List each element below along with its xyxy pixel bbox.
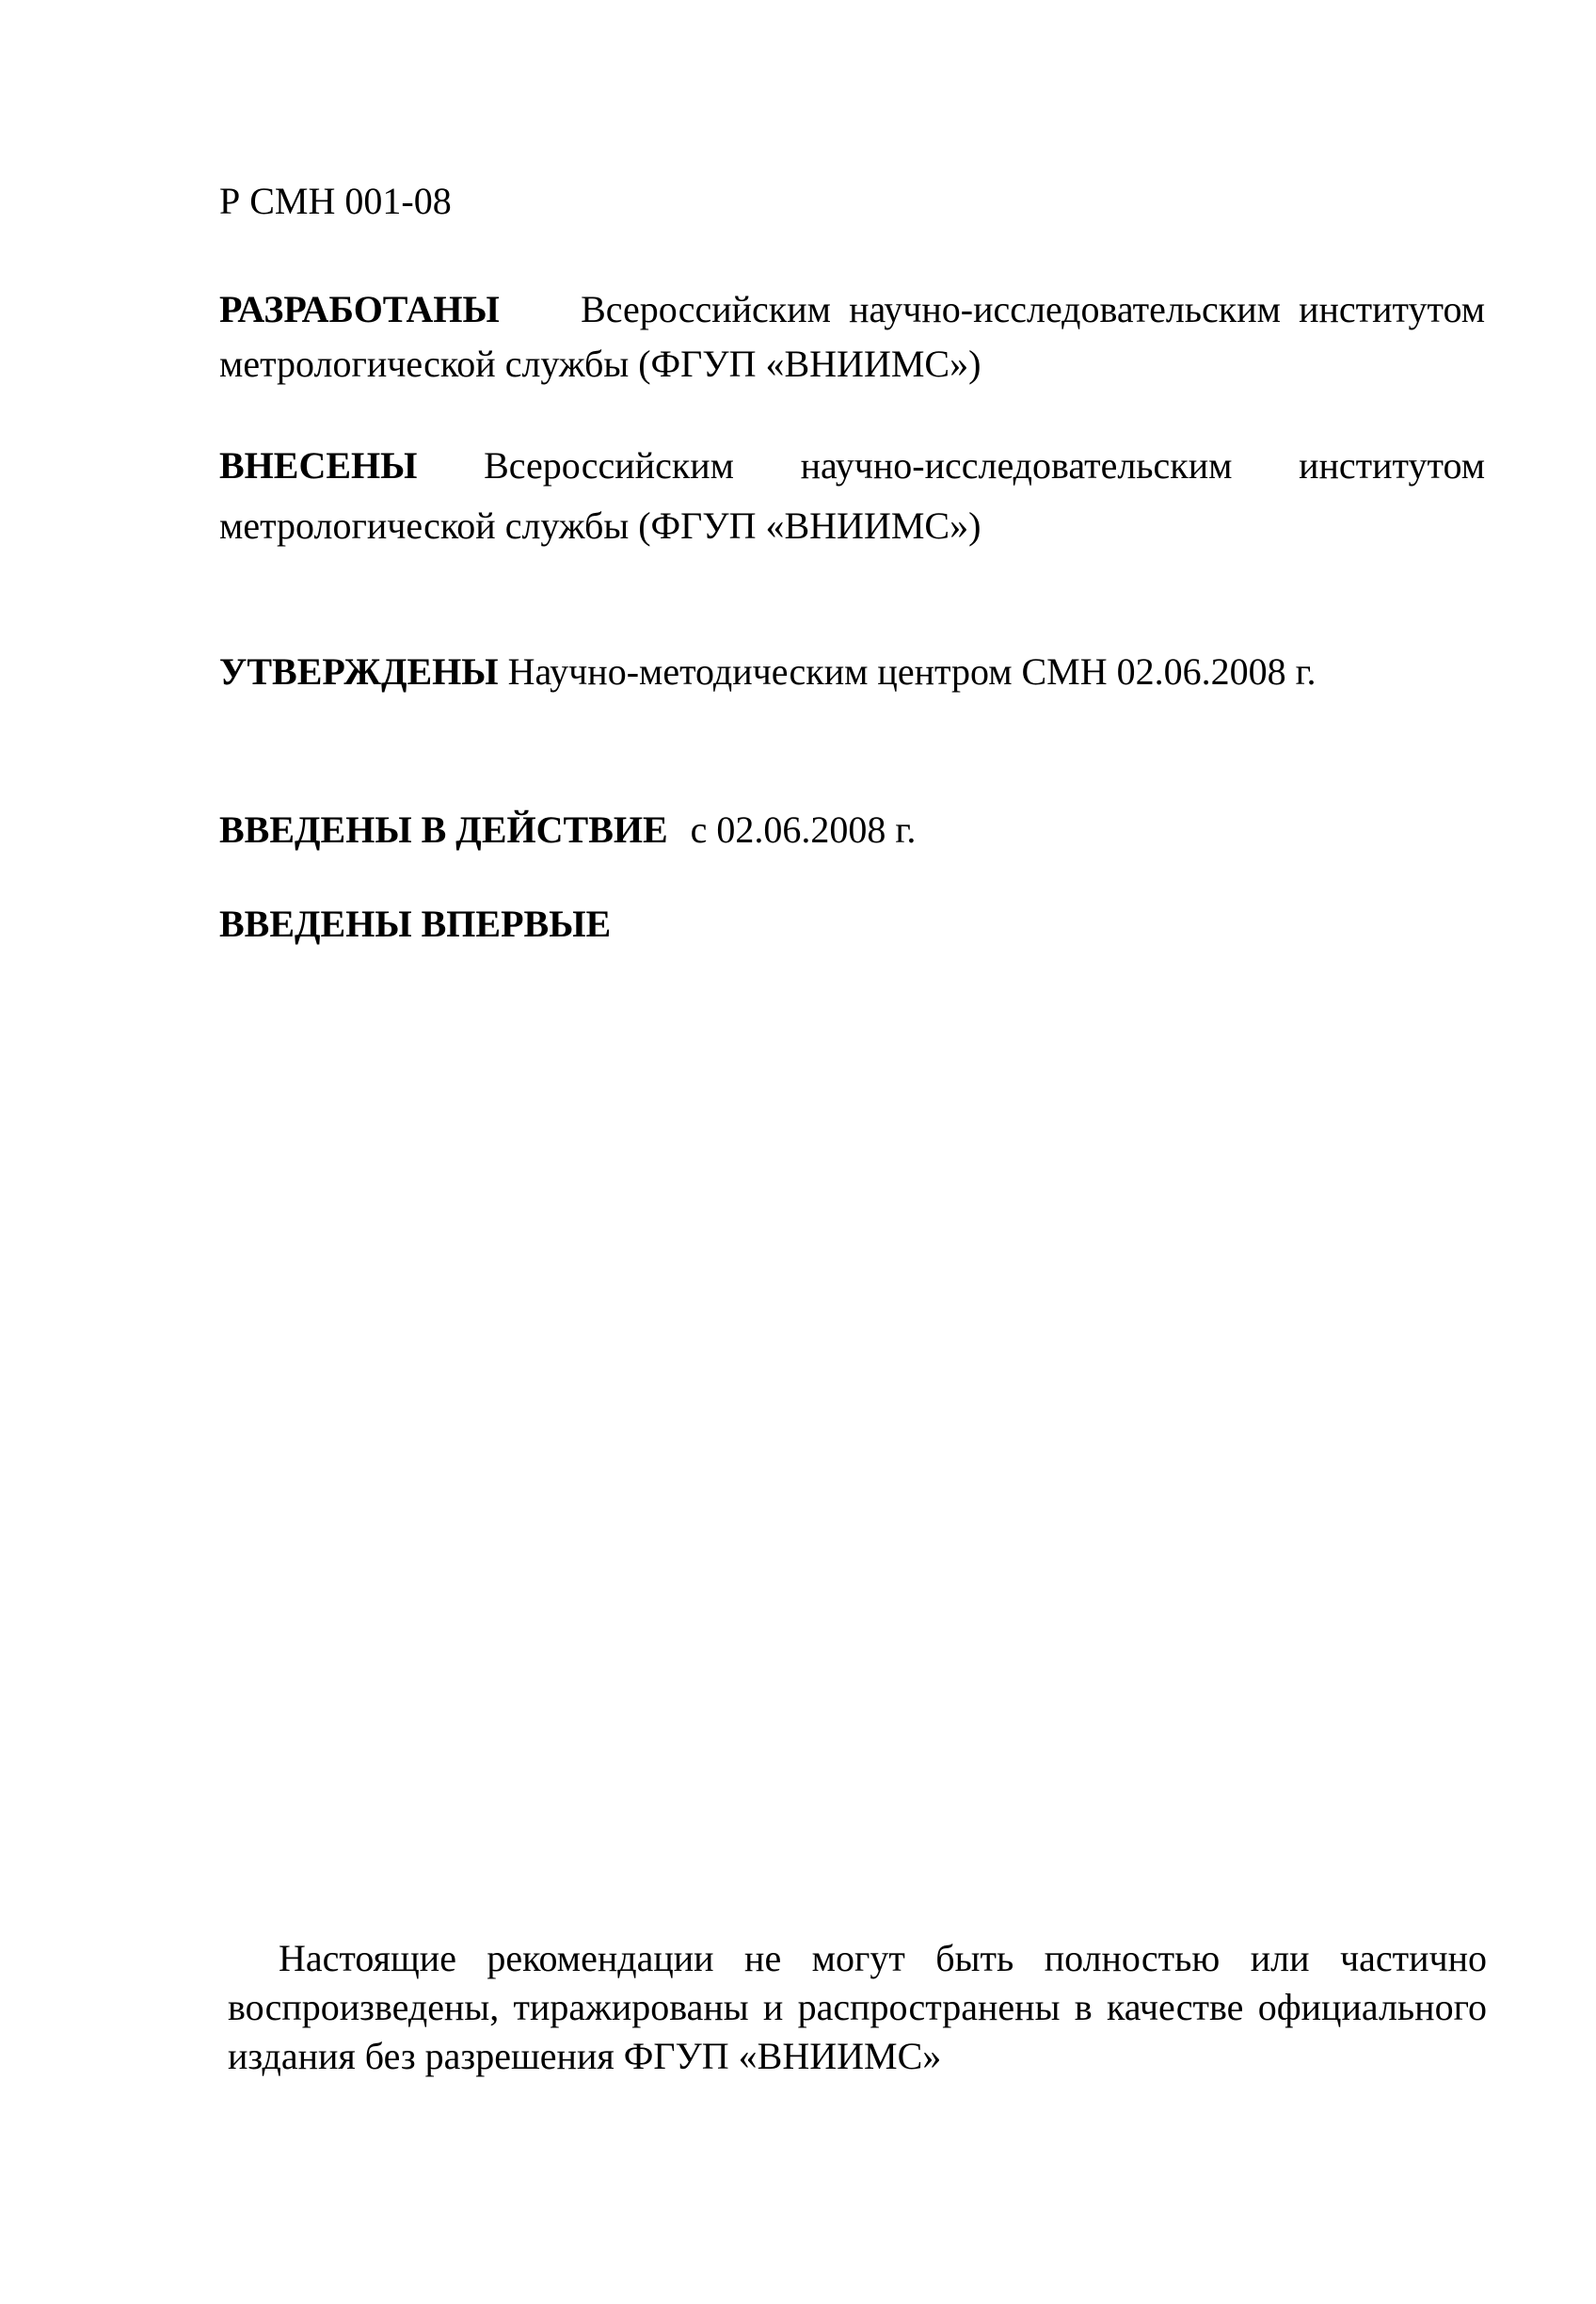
developed-text: Всероссийским научно-исследовательским институтом метрологической службы (ФГУП «ВНИИМС») — [219, 288, 1485, 385]
approved-text: Научно-методическим центром СМН 02.06.2008 г. — [507, 650, 1317, 693]
effective-section — [219, 808, 916, 853]
effective-text: с 02.06.2008 г. — [690, 808, 917, 851]
approved-section — [219, 649, 1317, 695]
first-introduced-label: ВВЕДЕНЫ ВПЕРВЫЕ — [219, 903, 612, 945]
developed-label: РАЗРАБОТАНЫ — [219, 288, 500, 330]
introduced-text: Всероссийским научно-исследовательским институтом метрологической службы (ФГУП «ВНИИМС») — [219, 444, 1486, 547]
approved-label: УТВЕРЖДЕНЫ — [219, 650, 499, 693]
introduced-section — [219, 436, 1485, 556]
introduced-label: ВНЕСЕНЫ — [219, 444, 418, 487]
developed-section — [219, 282, 1485, 392]
copyright-notice: Настоящие рекомендации не могут быть полностью или частично воспроизведены, тиражированы и распространены в качестве официального издания без разрешения ФГУП «ВНИИМС» — [228, 1937, 1487, 2077]
first-introduced-section — [219, 902, 611, 947]
effective-label: ВВЕДЕНЫ В ДЕЙСТВИЕ — [219, 808, 668, 851]
document-code: Р СМН 001-08 — [219, 180, 452, 222]
